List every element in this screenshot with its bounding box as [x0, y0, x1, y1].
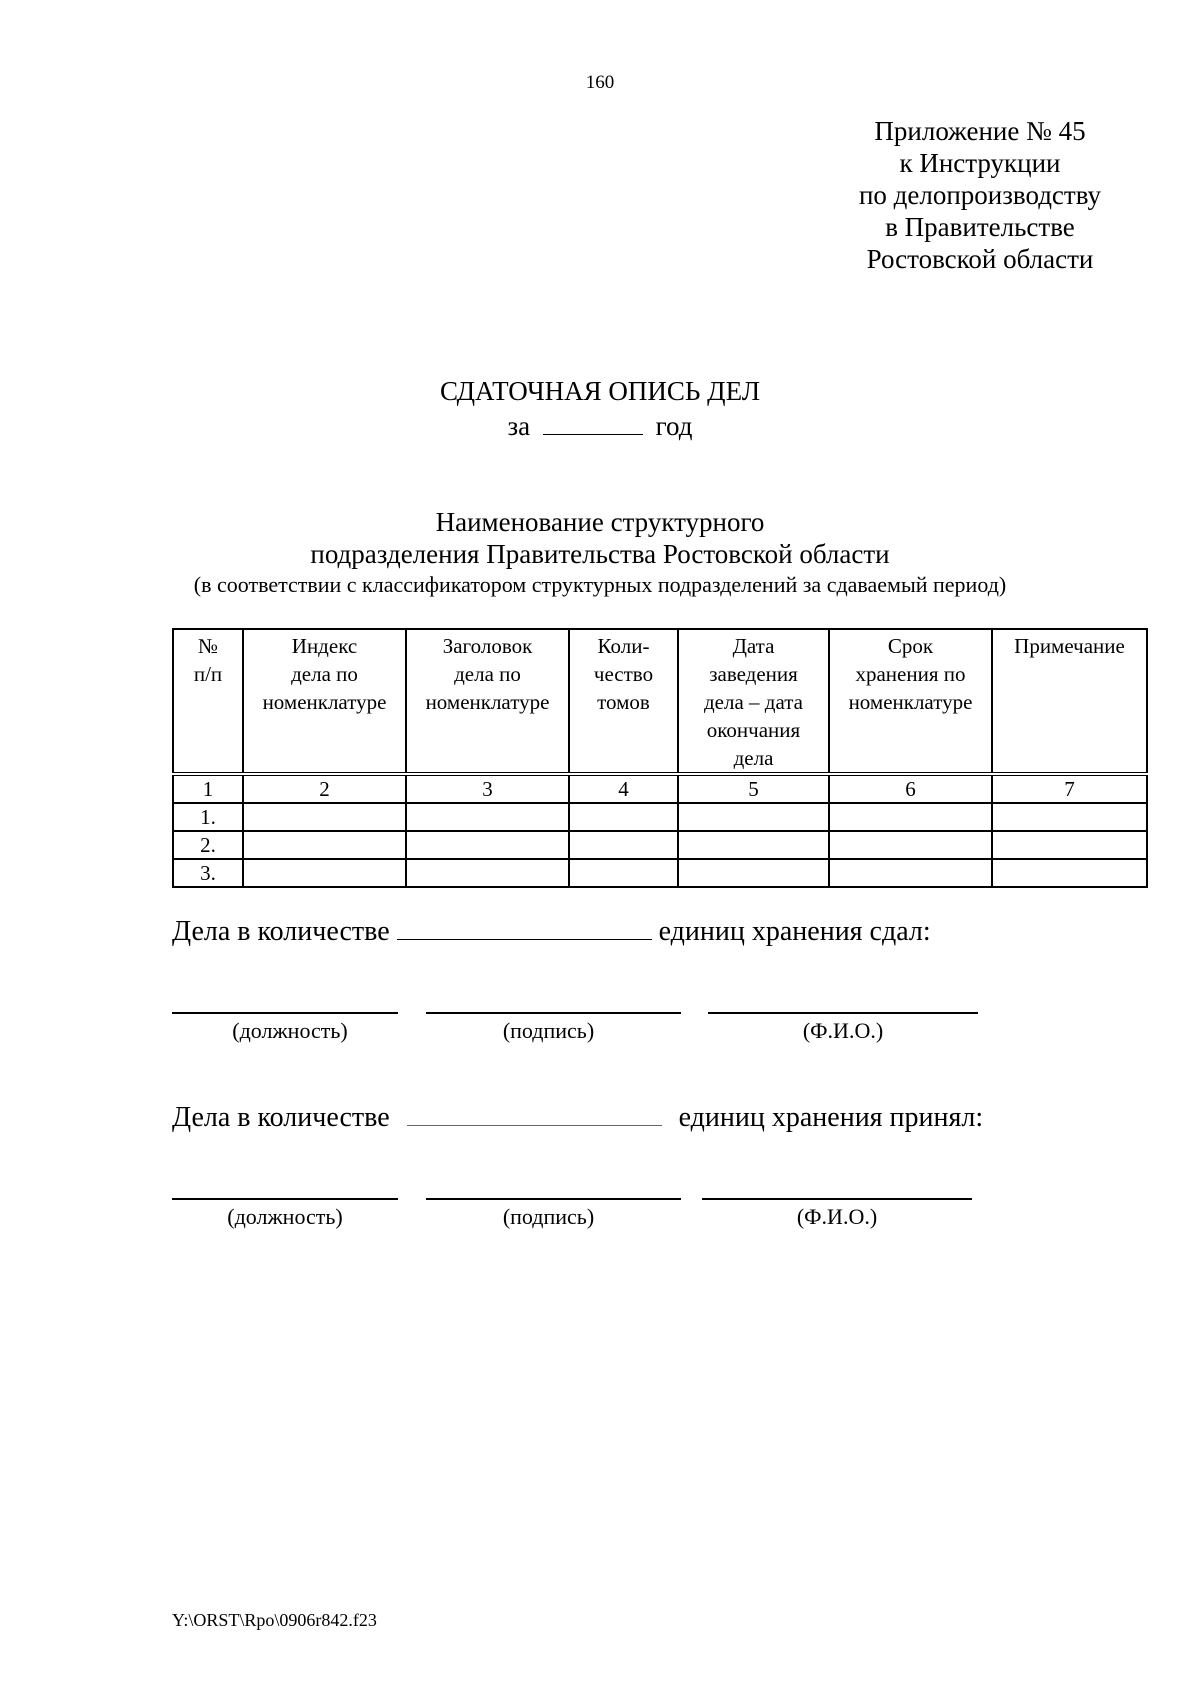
handed-over-position-caption: (должность) [232, 1018, 348, 1043]
handed-over-position-line[interactable] [172, 1012, 398, 1014]
column-number: 2 [243, 774, 406, 803]
table-cell[interactable] [678, 831, 829, 859]
header-note: Примечание [992, 629, 1147, 774]
handed-over-quantity-field[interactable] [397, 915, 652, 940]
received-signature-line[interactable] [426, 1198, 681, 1200]
handed-over-name-caption: (Ф.И.О.) [802, 1018, 884, 1043]
received-statement [172, 1101, 983, 1135]
department-line: Наименование структурного [435, 507, 765, 537]
table-cell[interactable] [678, 803, 829, 831]
row-number: 2. [173, 831, 243, 859]
document-title: СДАТОЧНАЯ ОПИСЬ ДЕЛ [439, 376, 761, 406]
table-cell[interactable] [243, 803, 406, 831]
column-number: 1 [173, 774, 243, 803]
table-cell[interactable] [406, 831, 569, 859]
header-dates: Дата заведения дела – дата окончания дела [678, 629, 829, 774]
header-volume-count: Коли- чество томов [569, 629, 678, 774]
appendix-line: к Инструкции [899, 148, 1061, 178]
appendix-line: Приложение № 45 [874, 116, 1086, 146]
column-number: 7 [992, 774, 1147, 803]
table-cell[interactable] [243, 831, 406, 859]
appendix-line: по делопроизводству [858, 180, 1102, 210]
table-cell[interactable] [569, 859, 678, 887]
header-index: Индекс дела по номенклатуре [243, 629, 406, 774]
column-number-row [173, 774, 1147, 803]
year-suffix: год [655, 411, 693, 441]
received-position-caption: (должность) [227, 1204, 343, 1229]
appendix-reference [820, 115, 1140, 275]
received-name-line[interactable] [702, 1198, 972, 1200]
header-case-title: Заголовок дела по номенклатуре [406, 629, 569, 774]
handed-over-name-line[interactable] [708, 1012, 978, 1014]
page-number: 160 [585, 72, 615, 93]
table-cell[interactable] [829, 859, 992, 887]
department-name [0, 506, 1200, 570]
appendix-line: Ростовской области [866, 244, 1094, 274]
received-name-caption: (Ф.И.О.) [796, 1204, 878, 1229]
table-cell[interactable] [992, 859, 1147, 887]
year-line [0, 410, 1200, 442]
table-row [173, 831, 1147, 859]
column-number: 5 [678, 774, 829, 803]
table-cell[interactable] [243, 859, 406, 887]
handed-over-prefix: Дела в количестве [172, 916, 390, 947]
received-suffix: единиц хранения принял: [678, 1102, 984, 1133]
table-cell[interactable] [406, 859, 569, 887]
handed-over-signature-line[interactable] [426, 1012, 681, 1014]
received-prefix: Дела в количестве [172, 1102, 390, 1133]
handed-over-signature-caption: (подпись) [502, 1018, 595, 1043]
department-line: подразделения Правительства Ростовской области [310, 539, 890, 569]
column-number: 3 [406, 774, 569, 803]
table-cell[interactable] [406, 803, 569, 831]
table-header-row [173, 629, 1147, 774]
table-cell[interactable] [569, 831, 678, 859]
table-row [173, 803, 1147, 831]
year-prefix: за [507, 411, 531, 441]
row-number: 1. [173, 803, 243, 831]
handed-over-suffix: единиц хранения сдал: [658, 916, 931, 947]
received-position-line[interactable] [172, 1198, 398, 1200]
table-row [173, 859, 1147, 887]
received-signature-caption: (подпись) [502, 1204, 595, 1229]
table-cell[interactable] [829, 831, 992, 859]
table-cell[interactable] [829, 803, 992, 831]
footer-file-path: Y:\ORST\Rpo\0906r842.f23 [172, 1610, 377, 1630]
received-quantity-field[interactable] [407, 1101, 662, 1126]
department-note: (в соответствии с классификатором структурных подразделений за сдаваемый период) [193, 572, 1007, 597]
table-cell[interactable] [678, 859, 829, 887]
table-cell[interactable] [992, 803, 1147, 831]
header-retention: Срок хранения по номенклатуре [829, 629, 992, 774]
table-cell[interactable] [569, 803, 678, 831]
table-cell[interactable] [992, 831, 1147, 859]
column-number: 4 [569, 774, 678, 803]
inventory-table [172, 628, 1148, 888]
handed-over-statement [172, 915, 931, 949]
header-number: № п/п [173, 629, 243, 774]
row-number: 3. [173, 859, 243, 887]
column-number: 6 [829, 774, 992, 803]
year-blank-field[interactable] [543, 412, 643, 435]
appendix-line: в Правительстве [885, 212, 1075, 242]
